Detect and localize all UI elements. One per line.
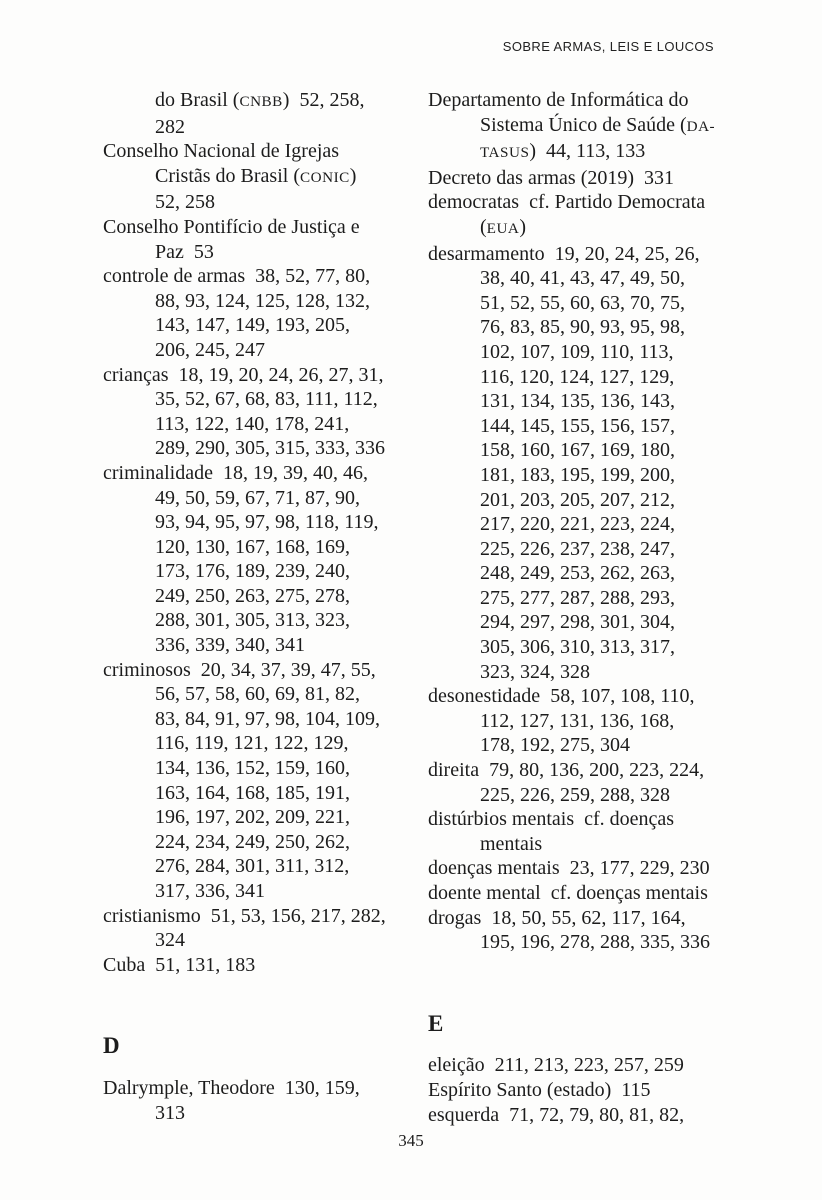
index-entry-line: distúrbios mentais cf. doenças <box>428 808 675 831</box>
index-line-continuation: 112, 127, 131, 136, 168, <box>480 709 675 732</box>
index-line-continuation: 217, 220, 221, 223, 224, <box>480 513 675 536</box>
index-entry-line: Dalrymple, Theodore 130, 159, <box>103 1076 360 1099</box>
index-line-continuation: 35, 52, 67, 68, 83, 111, 112, <box>155 388 378 411</box>
index-line-continuation <box>428 215 792 242</box>
index-text: ) 52, 258, <box>282 89 365 111</box>
index-line-continuation: 249, 250, 263, 275, 278, <box>155 584 350 607</box>
index-line-continuation: 336, 339, 340, 341 <box>155 634 305 657</box>
index-line-continuation: 282 <box>155 115 185 138</box>
index-entry-line: eleição 211, 213, 223, 257, 259 <box>428 1054 684 1077</box>
index-line-continuation: 56, 57, 58, 60, 69, 81, 82, <box>155 683 360 706</box>
page-number: 345 <box>398 1131 424 1150</box>
section-letter: D <box>103 1033 120 1059</box>
index-line-continuation: mentais <box>480 832 543 855</box>
index-text: Cristãs do Brasil ( <box>155 164 300 187</box>
index-line-continuation: 275, 277, 287, 288, 293, <box>480 586 675 609</box>
index-entry-line: Conselho Pontifício de Justiça e <box>103 215 360 238</box>
index-line-continuation: 93, 94, 95, 97, 98, 118, 119, <box>155 511 379 534</box>
index-line-continuation: 288, 301, 305, 313, 323, <box>155 609 350 632</box>
index-entry-line: drogas 18, 50, 55, 62, 117, 164, <box>428 906 686 929</box>
index-line-continuation: 143, 147, 149, 193, 205, <box>155 314 350 337</box>
index-entry-line: esquerda 71, 72, 79, 80, 81, 82, <box>428 1103 685 1126</box>
index-line-continuation: 305, 306, 310, 313, 317, <box>480 636 675 659</box>
running-header: SOBRE ARMAS, LEIS E LOUCOS <box>502 39 714 54</box>
index-column-left <box>103 88 428 1125</box>
index-entry-line: doenças mentais 23, 177, 229, 230 <box>428 857 710 880</box>
index-entry-line: controle de armas 38, 52, 77, 80, <box>103 265 371 288</box>
index-line-continuation: 225, 226, 259, 288, 328 <box>480 783 670 806</box>
index-line-continuation: 158, 160, 167, 169, 180, <box>480 439 675 462</box>
index-entry-line: Espírito Santo (estado) 115 <box>428 1078 651 1101</box>
index-line-continuation: 181, 183, 195, 199, 200, <box>480 463 675 486</box>
index-line-continuation: 248, 249, 253, 262, 263, <box>480 562 675 585</box>
index-entry-line: direita 79, 80, 136, 200, 223, 224, <box>428 759 705 782</box>
index-line-continuation: 83, 84, 91, 97, 98, 104, 109, <box>155 707 380 730</box>
index-line-continuation: 195, 196, 278, 288, 335, 336 <box>480 931 710 954</box>
index-entry-line: doente mental cf. doenças mentais <box>428 882 708 904</box>
index-entry-line: crianças 18, 19, 20, 24, 26, 27, 31, <box>103 363 384 386</box>
index-entry-line: Conselho Nacional de Igrejas <box>103 140 340 163</box>
index-line-continuation: 38, 40, 41, 43, 47, 49, 50, <box>480 267 685 290</box>
index-line-continuation: 116, 119, 121, 122, 129, <box>155 732 349 755</box>
small-caps-acronym: TASUS <box>480 144 530 162</box>
index-text: Sistema Único de Saúde ( <box>480 113 687 136</box>
index-line-continuation <box>103 88 428 115</box>
index-entry-line: Cuba 51, 131, 183 <box>103 953 256 976</box>
index-line-continuation: 276, 284, 301, 311, 312, <box>155 855 350 878</box>
index-entry-line: democratas cf. Partido Democrata <box>428 191 706 214</box>
small-caps-acronym: CONIC <box>300 168 350 186</box>
index-column-right <box>428 88 792 1127</box>
index-entry-line: Decreto das armas (2019) 331 <box>428 166 675 189</box>
index-line-continuation: 49, 50, 59, 67, 71, 87, 90, <box>155 486 360 509</box>
index-line-continuation: 324 <box>155 929 185 952</box>
index-line-continuation: 116, 120, 124, 127, 129, <box>480 365 675 388</box>
index-entry-line: criminalidade 18, 19, 39, 40, 46, <box>103 461 368 484</box>
index-line-continuation: 163, 164, 168, 185, 191, <box>155 781 350 804</box>
index-line-continuation: 102, 107, 109, 110, 113, <box>480 340 674 363</box>
index-entry-line: desarmamento 19, 20, 24, 25, 26, <box>428 242 700 265</box>
section-letter: E <box>428 1010 444 1036</box>
index-line-continuation: 131, 134, 135, 136, 143, <box>480 390 675 413</box>
index-text: ) <box>349 164 357 187</box>
index-line-continuation: 225, 226, 237, 238, 247, <box>480 537 675 560</box>
small-caps-acronym: EUA <box>486 219 520 237</box>
index-line-continuation: Paz 53 <box>155 240 214 263</box>
index-line-continuation: 178, 192, 275, 304 <box>480 734 630 757</box>
index-text: ) <box>519 215 527 238</box>
small-caps-acronym: DA- <box>686 117 716 135</box>
index-line-continuation: 52, 258 <box>155 191 215 214</box>
index-entry-line: Departamento de Informática do <box>428 89 689 111</box>
index-line-continuation: 294, 297, 298, 301, 304, <box>480 611 675 634</box>
index-line-continuation: 51, 52, 55, 60, 63, 70, 75, <box>480 291 685 314</box>
index-line-continuation: 201, 203, 205, 207, 212, <box>480 488 675 511</box>
index-line-continuation: 224, 234, 249, 250, 262, <box>155 830 350 853</box>
index-entry-line: cristianismo 51, 53, 156, 217, 282, <box>103 904 386 927</box>
index-line-continuation: 76, 83, 85, 90, 93, 95, 98, <box>480 316 685 339</box>
index-text: ( <box>480 215 487 238</box>
index-line-continuation: 134, 136, 152, 159, 160, <box>155 757 350 780</box>
index-line-continuation <box>428 139 792 166</box>
index-entry-line: desonestidade 58, 107, 108, 110, <box>428 685 695 708</box>
index-line-continuation: 144, 145, 155, 156, 157, <box>480 414 675 437</box>
index-line-continuation: 196, 197, 202, 209, 221, <box>155 806 350 829</box>
index-line-continuation: 317, 336, 341 <box>155 880 265 902</box>
index-line-continuation: 88, 93, 124, 125, 128, 132, <box>155 289 370 312</box>
index-line-continuation: 113, 122, 140, 178, 241, <box>155 412 350 435</box>
index-text: ) 44, 113, 133 <box>529 140 646 163</box>
index-text: do Brasil ( <box>155 89 240 111</box>
index-line-continuation <box>428 113 792 140</box>
index-line-continuation: 313 <box>155 1101 185 1124</box>
index-line-continuation: 289, 290, 305, 315, 333, 336 <box>155 437 385 460</box>
index-line-continuation: 206, 245, 247 <box>155 338 265 361</box>
index-line-continuation: 120, 130, 167, 168, 169, <box>155 535 350 558</box>
small-caps-acronym: CNBB <box>239 93 283 110</box>
index-entry-line: criminosos 20, 34, 37, 39, 47, 55, <box>103 658 376 681</box>
index-line-continuation <box>103 164 428 191</box>
index-line-continuation: 323, 324, 328 <box>480 660 590 683</box>
index-line-continuation: 173, 176, 189, 239, 240, <box>155 560 350 583</box>
